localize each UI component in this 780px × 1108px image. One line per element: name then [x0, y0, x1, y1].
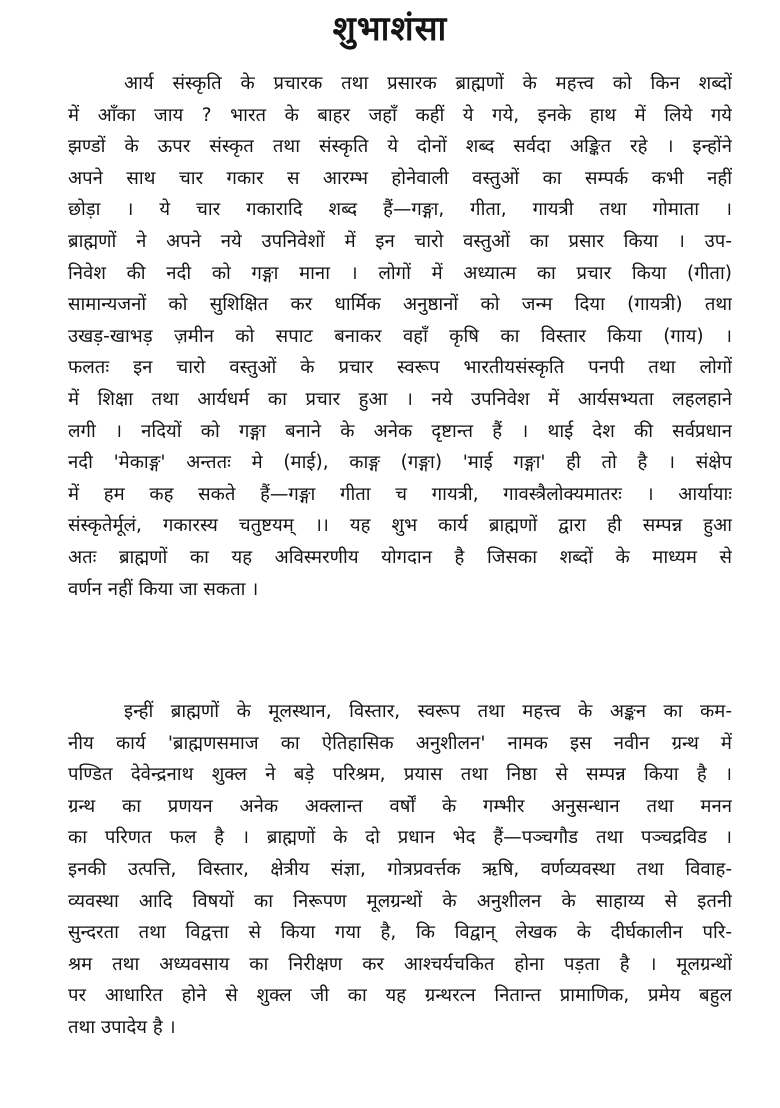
- text-line: नदी 'मेकाङ्ग' अन्ततः मे (माई), काङ्ग (गङ्गा) 'माई गङ्गा' ही तो है । संक्षेप: [68, 452, 732, 474]
- text-line: पण्डित देवेन्द्रनाथ शुक्ल ने बड़े परिश्रम, प्रयास तथा निष्ठा से सम्पन्न किया है ।: [68, 764, 732, 786]
- text-line: छोड़ा । ये चार गकारादि शब्द हैं—गङ्गा, गीता, गायत्री तथा गोमाता ।: [68, 199, 732, 221]
- text-line: लगी । नदियों को गङ्गा बनाने के अनेक दृष्टान्त हैं । थाई देश की सर्वप्रधान: [68, 420, 732, 442]
- text-line: में शिक्षा तथा आर्यधर्म का प्रचार हुआ । नये उपनिवेश में आर्यसभ्यता लहलहाने: [68, 388, 732, 410]
- text-line: पर आधारित होने से शुक्ल जी का यह ग्रन्थरत्न नितान्त प्रामाणिक, प्रमेय बहुल: [68, 985, 732, 1007]
- text-line: आर्य संस्कृति के प्रचारक तथा प्रसारक ब्राह्मणों के महत्त्व को किन शब्दों: [124, 73, 732, 94]
- text-line: श्रम तथा अध्यवसाय का निरीक्षण कर आश्चर्यचकित होना पड़ता है । मूलग्रन्थों: [68, 953, 732, 975]
- paragraph-2: [68, 696, 732, 1044]
- paragraph-1: [68, 68, 732, 605]
- text-line: वर्णन नहीं किया जा सकता ।: [68, 578, 259, 600]
- text-line: ब्राह्मणों ने अपने नये उपनिवेशों में इन चारो वस्तुओं का प्रसार किया । उप-: [68, 230, 732, 252]
- text-line: में हम कह सकते हैं—गङ्गा गीता च गायत्री, गावस्त्रैलोक्यमातरः । आर्यायाः: [68, 483, 732, 505]
- page-title: शुभाशंसा: [332, 9, 448, 49]
- text-line: फलतः इन चारो वस्तुओं के प्रचार स्वरूप भारतीयसंस्कृति पनपी तथा लोगों: [68, 357, 732, 379]
- text-line: संस्कृतेर्मूलं, गकारस्य चतुष्टयम् ।। यह शुभ कार्य ब्राह्मणों द्वारा ही सम्पन्न हुआ: [68, 515, 732, 537]
- text-line: का परिणत फल है । ब्राह्मणों के दो प्रधान भेद हैं—पञ्चगौड तथा पञ्चद्रविड ।: [68, 827, 732, 849]
- text-line: निवेश की नदी को गङ्गा माना । लोगों में अध्यात्म का प्रचार किया (गीता): [68, 262, 732, 284]
- text-line: नीय कार्य 'ब्राह्मणसमाज का ऐतिहासिक अनुशीलन' नामक इस नवीन ग्रन्थ में: [68, 732, 732, 754]
- text-line: तथा उपादेय है ।: [68, 1016, 176, 1038]
- text-line: अपने साथ चार गकार स आरम्भ होनेवाली वस्तुओं का सम्पर्क कभी नहीं: [68, 167, 732, 189]
- text-line: इन्हीं ब्राह्मणों के मूलस्थान, विस्तार, स्वरूप तथा महत्त्व के अङ्कन का कम-: [124, 701, 732, 722]
- text-line: अतः ब्राह्मणों का यह अविस्मरणीय योगदान है जिसका शब्दों के माध्यम से: [68, 546, 732, 568]
- text-line: उखड़-खाभड़ ज़मीन को सपाट बनाकर वहाँ कृषि का विस्तार किया (गाय) ।: [68, 325, 732, 347]
- text-line: में आँका जाय ? भारत के बाहर जहाँ कहीं ये गये, इनके हाथ में लिये गये: [68, 104, 732, 126]
- text-line: ग्रन्थ का प्रणयन अनेक अक्लान्त वर्षों के गम्भीर अनुसन्धान तथा मनन: [68, 795, 732, 817]
- text-line: व्यवस्था आदि विषयों का निरूपण मूलग्रन्थों के अनुशीलन के साहाय्य से इतनी: [68, 890, 732, 912]
- text-line: सामान्यजनों को सुशिक्षित कर धार्मिक अनुष्ठानों को जन्म दिया (गायत्री) तथा: [68, 294, 732, 316]
- text-line: सुन्दरता तथा विद्वत्ता से किया गया है, कि विद्वान् लेखक के दीर्घकालीन परि-: [68, 922, 732, 944]
- text-line: इनकी उत्पत्ति, विस्तार, क्षेत्रीय संज्ञा, गोत्रप्रवर्त्तक ऋषि, वर्णव्यवस्था तथा विवाह-: [68, 858, 732, 880]
- text-line: झण्डों के ऊपर संस्कृत तथा संस्कृति ये दोनों शब्द सर्वदा अङ्कित रहे । इन्होंने: [68, 136, 732, 158]
